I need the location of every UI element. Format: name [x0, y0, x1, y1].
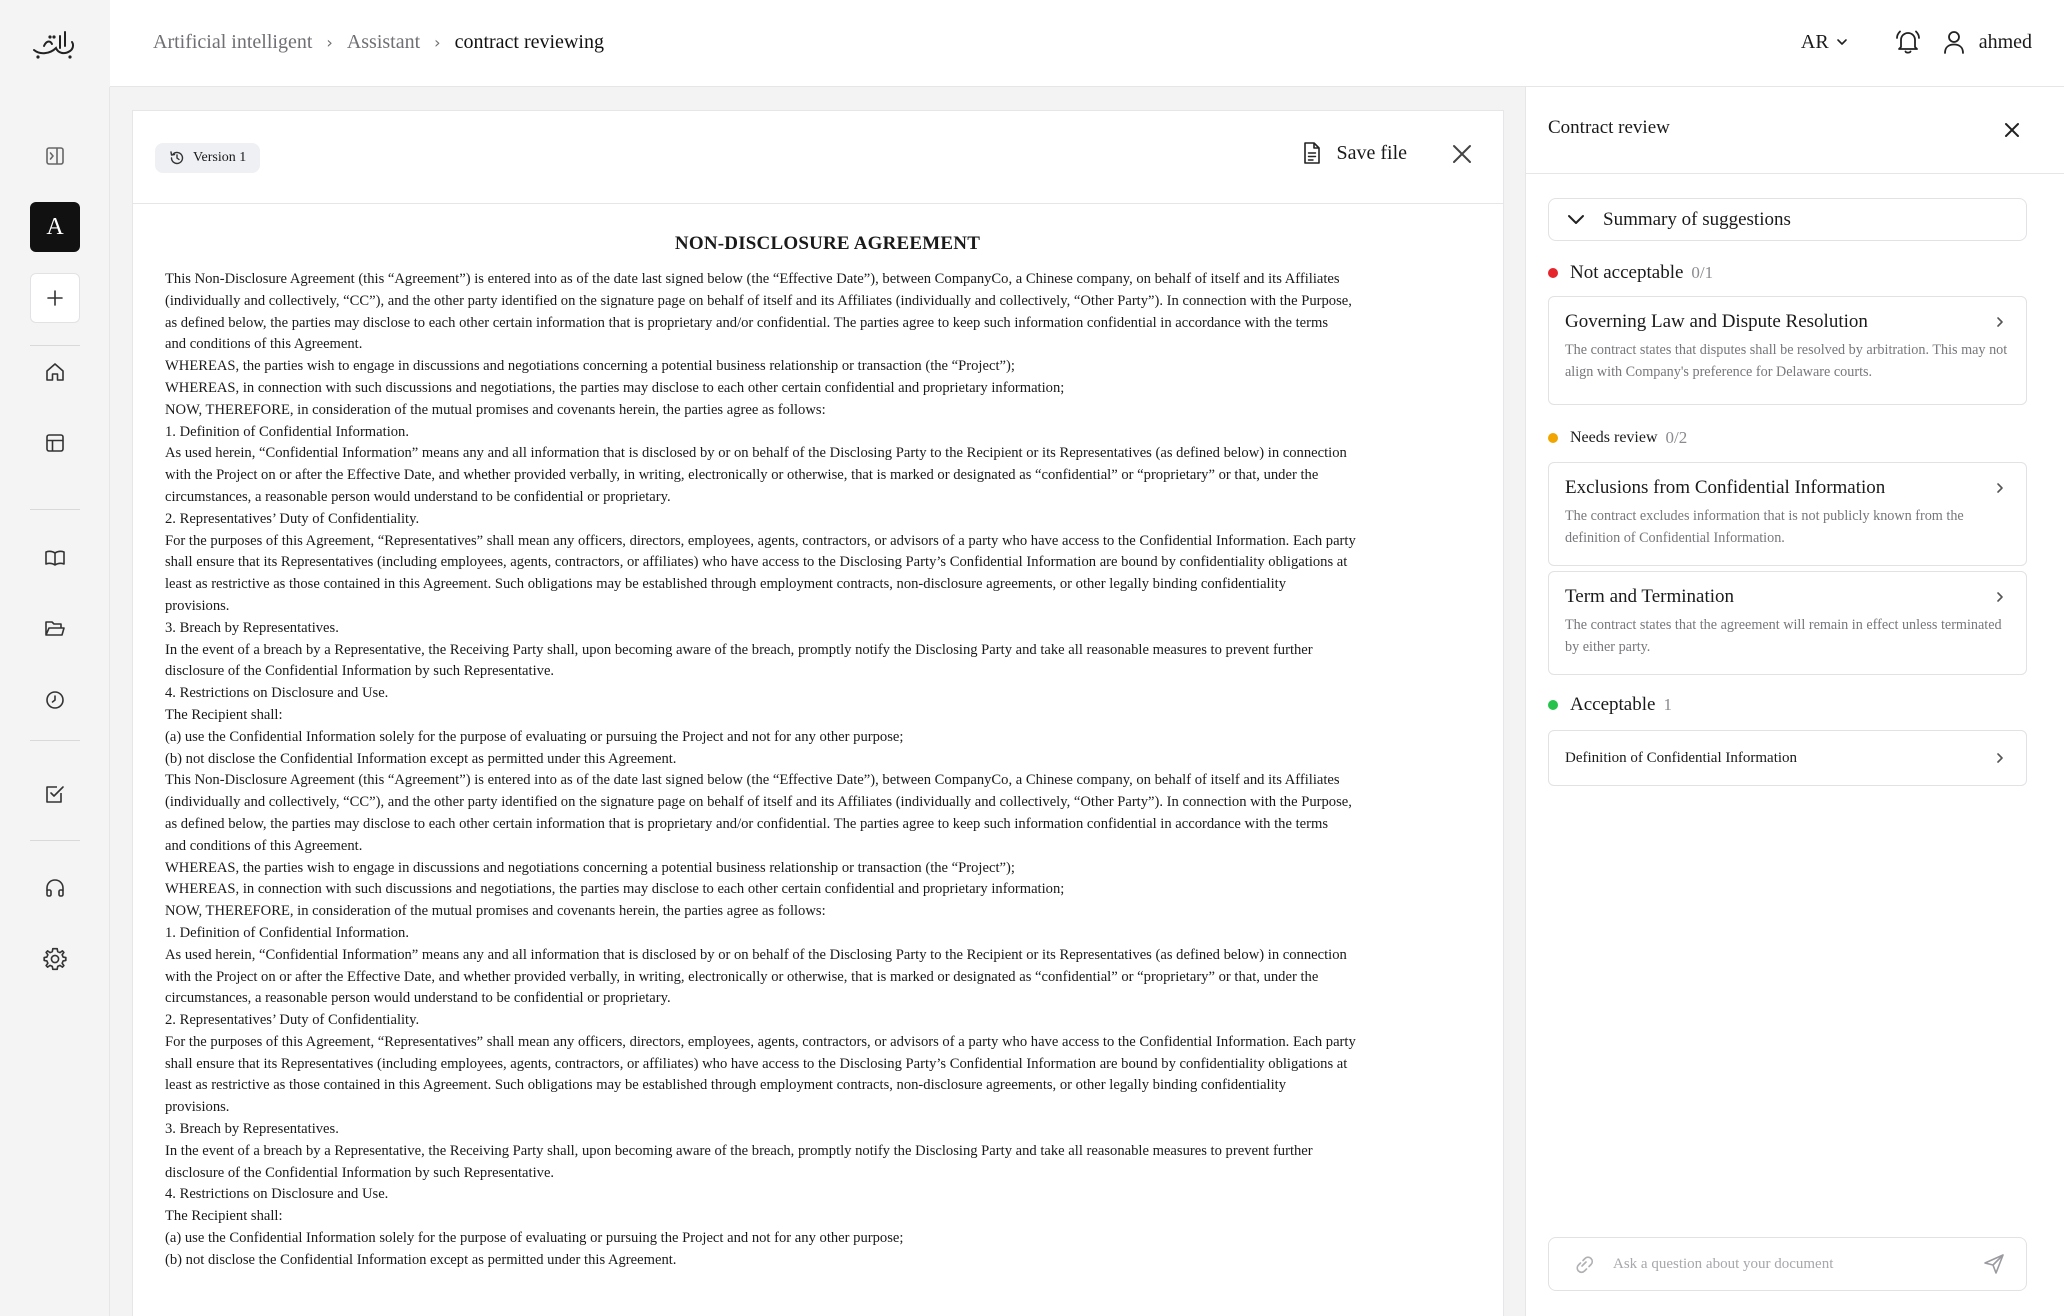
avatar[interactable]: A [30, 202, 80, 252]
chevron-right-icon [1994, 590, 2006, 604]
document-line: and conditions of this Agreement. [165, 336, 363, 353]
document-line: As used herein, “Confidential Information” means any and all information that is disclosed by or on behalf of the Disclosing Party to the Recipient or its Representatives (as defined below) in connection [165, 946, 1347, 963]
suggestion-title: Governing Law and Dispute Resolution [1565, 311, 1868, 332]
document-line: WHEREAS, in connection with such discussions and negotiations, the parties may disclose to each other certain confidential and proprietary information; [165, 379, 1065, 396]
headphones-icon [44, 877, 66, 899]
book-icon [44, 547, 66, 569]
document-line: circumstances, a reasonable person would understand to be confidential or proprietary. [165, 990, 671, 1007]
group-not-acceptable [1548, 262, 1713, 284]
suggestion-title: Definition of Confidential Information [1565, 749, 1798, 766]
clock-icon [44, 689, 66, 711]
summary-toggle[interactable] [1548, 198, 2027, 241]
document-line: 1. Definition of Confidential Information. [165, 423, 409, 440]
document-line: shall ensure that its Representatives (including employees, agents, contractors, or affiliates) who have access to the Disclosing Party’s Confidential Information are bound by confidentiality obligations at [165, 554, 1348, 571]
save-file-label: Save file [1336, 141, 1407, 164]
new-chat-button[interactable] [30, 273, 80, 323]
sidebar-item-tasks[interactable] [30, 769, 80, 819]
document-line: (a) use the Confidential Information solely for the purpose of evaluating or pursuing the Project and not for any other purpose; [165, 1230, 904, 1247]
document-content [165, 233, 1490, 1272]
language-selector[interactable] [1801, 31, 1849, 54]
document-line: In the event of a breach by a Representative, the Receiving Party shall, upon becoming aware of the breach, promptly notify the Disclosing Party and take all reasonable measures to prevent further [165, 641, 1313, 658]
file-icon [1302, 141, 1322, 165]
chevron-right-icon [1994, 481, 2006, 495]
document-line: WHEREAS, the parties wish to engage in discussions and negotiations concerning a potential business relationship or transaction (the “Project”); [165, 859, 1015, 876]
contract-review-panel [1525, 87, 2064, 1316]
save-file-button[interactable] [1302, 141, 1407, 165]
suggestion-card[interactable] [1548, 296, 2027, 405]
suggestion-card[interactable] [1548, 730, 2027, 786]
group-label: Not acceptable [1570, 262, 1684, 283]
group-count: 0/2 [1665, 428, 1688, 447]
sidebar-item-home[interactable] [30, 347, 80, 397]
group-count: 1 [1663, 695, 1672, 714]
checkbox-icon [44, 783, 66, 805]
group-needs-review [1548, 428, 1687, 448]
document-line: This Non-Disclosure Agreement (this “Agreement”) is entered into as of the date last signed below (the “Effective Date”), between CompanyCo, a Chinese company, on behalf of itself and its Affiliates [165, 271, 1340, 287]
attachment-icon[interactable] [1573, 1253, 1595, 1275]
send-button[interactable] [1982, 1252, 2006, 1276]
document-line: provisions. [165, 597, 230, 614]
document-line: (a) use the Confidential Information solely for the purpose of evaluating or pursuing the Project and not for any other purpose; [165, 728, 904, 745]
history-icon [169, 150, 185, 166]
user-name: ahmed [1978, 30, 2032, 53]
table-icon [44, 432, 66, 454]
document-line: This Non-Disclosure Agreement (this “Agreement”) is entered into as of the date last signed below (the “Effective Date”), between CompanyCo, a Chinese company, on behalf of itself and its Affiliates [165, 772, 1340, 789]
suggestion-card[interactable] [1548, 571, 2027, 675]
document-line: shall ensure that its Representatives (including employees, agents, contractors, or affiliates) who have access to the Disclosing Party’s Confidential Information are bound by confidentiality obligations at [165, 1055, 1348, 1072]
suggestion-description: The contract states that disputes shall be resolved by arbitration. This may not align with Company's preference for Delaware courts. [1565, 342, 2008, 380]
sidebar-item-history[interactable] [30, 675, 80, 725]
document-line: (b) not disclose the Confidential Information except as permitted under this Agreement. [165, 1251, 677, 1268]
document-line: For the purposes of this Agreement, “Representatives” shall mean any officers, directors, employees, agents, contractors, or advisors of a party who have access to the Confidential Information. Each party [165, 532, 1356, 549]
chevron-right-icon [1994, 315, 2006, 329]
close-icon [1449, 141, 1475, 167]
group-label: Acceptable [1570, 694, 1656, 715]
document-toolbar [133, 111, 1503, 204]
document-line: (individually and collectively, “CC”), and the other party identified on the signature page on behalf of itself and its Affiliates (individually and collectively, “Other Party”). In connection with the Purpose, [165, 292, 1352, 309]
summary-label: Summary of suggestions [1603, 208, 1791, 230]
notifications-button[interactable] [1893, 27, 1923, 57]
review-header [1526, 87, 2064, 174]
status-dot-red [1548, 268, 1558, 278]
bell-icon [1893, 27, 1923, 57]
document-line: 2. Representatives’ Duty of Confidentiality. [165, 1012, 420, 1029]
document-line: For the purposes of this Agreement, “Representatives” shall mean any officers, directors, employees, agents, contractors, or advisors of a party who have access to the Confidential Information. Each party [165, 1033, 1356, 1050]
version-label: Version 1 [193, 150, 247, 165]
top-bar [0, 0, 2064, 87]
sidebar-item-folders[interactable] [30, 604, 80, 654]
breadcrumb-item-ai[interactable]: Artificial intelligent [153, 30, 313, 53]
document-line: and conditions of this Agreement. [165, 837, 363, 854]
language-label: AR [1800, 30, 1829, 53]
ask-question-box [1548, 1237, 2027, 1291]
sidebar-divider [30, 840, 80, 841]
send-icon [1982, 1252, 2006, 1276]
document-line: circumstances, a reasonable person would understand to be confidential or proprietary. [165, 488, 671, 505]
document-panel [132, 110, 1504, 1316]
document-line: as defined below, the parties may disclose to each other certain information that is proprietary and/or confidential. The parties agree to keep such information confidential in accordance with the terms [165, 815, 1329, 832]
document-text [165, 269, 1490, 1272]
sidebar-item-support[interactable] [30, 863, 80, 913]
document-line: disclosure of the Confidential Information by such Representative. [165, 663, 555, 680]
top-right-controls [1801, 0, 2032, 84]
sidebar-item-settings[interactable] [30, 934, 80, 984]
group-label: Needs review [1570, 429, 1658, 446]
document-line: In the event of a breach by a Representative, the Receiving Party shall, upon becoming aware of the breach, promptly notify the Disclosing Party and take all reasonable measures to prevent further [165, 1142, 1313, 1159]
close-document-button[interactable] [1449, 141, 1475, 167]
gear-icon [42, 946, 68, 972]
document-line: 4. Restrictions on Disclosure and Use. [165, 685, 389, 702]
document-line: (individually and collectively, “CC”), and the other party identified on the signature page on behalf of itself and its Affiliates (individually and collectively, “Other Party”). In connection with the Purpose, [165, 794, 1352, 811]
sidebar-item-table[interactable] [30, 418, 80, 468]
document-line: with the Project on or after the Effective Date, and whether provided verbally, in writing, electronically or otherwise, that is marked or designated as “confidential” or “proprietary” or that, under the [165, 467, 1319, 484]
document-line: 3. Breach by Representatives. [165, 1121, 339, 1138]
suggestion-card[interactable] [1548, 462, 2027, 566]
document-line: least as restrictive as those contained in this Agreement. Such obligations may be established through employment contracts, non-disclosure agreements, or other legally binding confidentiality [165, 576, 1287, 593]
chevron-right-icon [1994, 751, 2006, 765]
close-icon [2002, 120, 2022, 140]
document-line: WHEREAS, the parties wish to engage in discussions and negotiations concerning a potential business relationship or transaction (the “Project”); [165, 358, 1015, 375]
logo[interactable] [0, 0, 110, 87]
document-line: least as restrictive as those contained in this Agreement. Such obligations may be established through employment contracts, non-disclosure agreements, or other legally binding confidentiality [165, 1077, 1287, 1094]
document-line: WHEREAS, in connection with such discussions and negotiations, the parties may disclose to each other certain confidential and proprietary information; [165, 881, 1065, 898]
status-dot-amber [1548, 433, 1558, 443]
document-line: disclosure of the Confidential Information by such Representative. [165, 1164, 555, 1181]
document-title: NON-DISCLOSURE AGREEMENT [674, 233, 981, 254]
home-icon [44, 361, 66, 383]
status-dot-green [1548, 700, 1558, 710]
document-line: 4. Restrictions on Disclosure and Use. [165, 1186, 389, 1203]
document-line: (b) not disclose the Confidential Information except as permitted under this Agreement. [165, 750, 677, 767]
sidebar-item-library[interactable] [30, 533, 80, 583]
sidebar-divider [30, 509, 80, 510]
group-acceptable [1548, 694, 1672, 716]
breadcrumb-separator-icon: › [434, 32, 441, 52]
suggestion-description: The contract excludes information that is not publicly known from the definition of Confidential Information. [1565, 508, 1964, 546]
document-line: as defined below, the parties may disclose to each other certain information that is proprietary and/or confidential. The parties agree to keep such information confidential in accordance with the terms [165, 314, 1329, 331]
user-menu[interactable] [1943, 29, 2032, 55]
ask-question-input[interactable] [1613, 1256, 1982, 1273]
chevron-down-icon [1565, 209, 1587, 231]
review-title: Contract review [1548, 117, 1670, 138]
document-line: 1. Definition of Confidential Information. [165, 924, 409, 941]
user-icon [1943, 29, 1965, 55]
document-line: NOW, THEREFORE, in consideration of the mutual promises and covenants herein, the parties agree as follows: [165, 401, 826, 418]
suggestion-title: Exclusions from Confidential Information [1565, 477, 1886, 498]
panel-toggle-icon [44, 145, 66, 167]
document-line: NOW, THEREFORE, in consideration of the mutual promises and covenants herein, the parties agree as follows: [165, 903, 826, 920]
sidebar [0, 87, 110, 1316]
sidebar-divider [30, 740, 80, 741]
document-line: The Recipient shall: [165, 706, 283, 723]
breadcrumb-item-assistant[interactable]: Assistant [346, 30, 421, 53]
close-review-button[interactable] [2002, 120, 2022, 140]
document-line: provisions. [165, 1099, 230, 1116]
document-line: 3. Breach by Representatives. [165, 619, 339, 636]
sidebar-divider [30, 345, 80, 346]
group-count: 0/1 [1691, 263, 1714, 282]
version-badge[interactable] [155, 143, 260, 173]
chevron-down-icon [1835, 35, 1849, 49]
document-line: As used herein, “Confidential Information” means any and all information that is disclosed by or on behalf of the Disclosing Party to the Recipient or its Representatives (as defined below) in connection [165, 445, 1347, 462]
breadcrumb-item-current: contract reviewing [454, 30, 604, 53]
plus-icon [45, 288, 65, 308]
document-line: with the Project on or after the Effective Date, and whether provided verbally, in writing, electronically or otherwise, that is marked or designated as “confidential” or “proprietary” or that, under the [165, 968, 1319, 985]
suggestion-description: The contract states that the agreement will remain in effect unless terminated by either party. [1565, 617, 2002, 655]
panel-toggle-button[interactable] [30, 131, 80, 181]
breadcrumb-separator-icon: › [326, 32, 333, 52]
document-line: The Recipient shall: [165, 1208, 283, 1225]
document-line: 2. Representatives’ Duty of Confidentiality. [165, 510, 420, 527]
logo-icon [30, 24, 80, 64]
suggestion-title: Term and Termination [1565, 586, 1734, 607]
breadcrumb [153, 0, 604, 84]
folder-icon [44, 618, 66, 640]
